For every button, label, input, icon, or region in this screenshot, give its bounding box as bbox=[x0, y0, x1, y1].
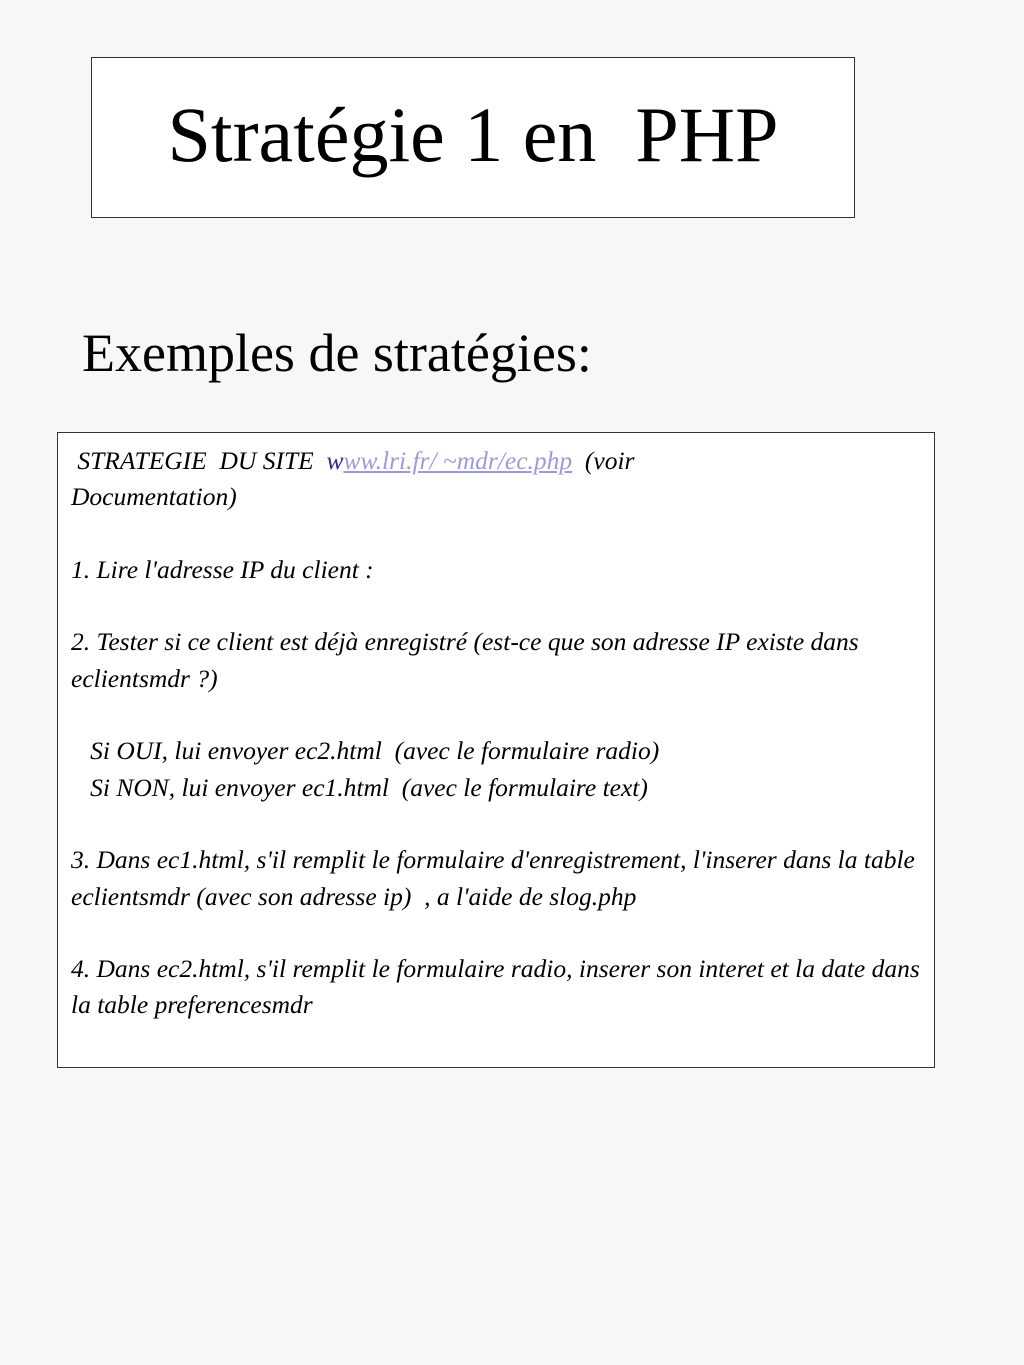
site-url-link[interactable]: ww.lri.fr/ ~mdr/ec.php bbox=[343, 446, 573, 475]
header-suffix: (voir bbox=[572, 446, 635, 475]
step-2: 2. Tester si ce client est déjà enregistré (est-ce que son adresse IP existe dans eclientsmdr ?) bbox=[71, 627, 866, 693]
step-1: 1. Lire l'adresse IP du client : bbox=[71, 554, 374, 584]
header-label: STRATEGIE DU SITE bbox=[71, 446, 327, 475]
title-box bbox=[91, 57, 855, 218]
step-4: 4. Dans ec2.html, s'il remplit le formulaire radio, inserer son interet et la date dans la table preferencesmdr bbox=[71, 954, 927, 1020]
header-suffix-2: Documentation) bbox=[71, 482, 237, 512]
branch-oui: Si OUI, lui envoyer ec2.html (avec le formulaire radio) bbox=[71, 736, 660, 766]
site-strategy-header bbox=[71, 443, 920, 516]
slide-subtitle: Exemples de stratégies: bbox=[82, 323, 592, 383]
strategy-box bbox=[57, 432, 935, 1068]
url-prefix: w bbox=[326, 446, 344, 475]
branch-non: Si NON, lui envoyer ec1.html (avec le formulaire text) bbox=[71, 772, 648, 802]
step-3: 3. Dans ec1.html, s'il remplit le formulaire d'enregistrement, l'inserer dans la table eclientsmdr (avec son adresse ip) , a l'aide de slog.php bbox=[71, 845, 922, 911]
slide-title: Stratégie 1 en PHP bbox=[167, 90, 779, 178]
